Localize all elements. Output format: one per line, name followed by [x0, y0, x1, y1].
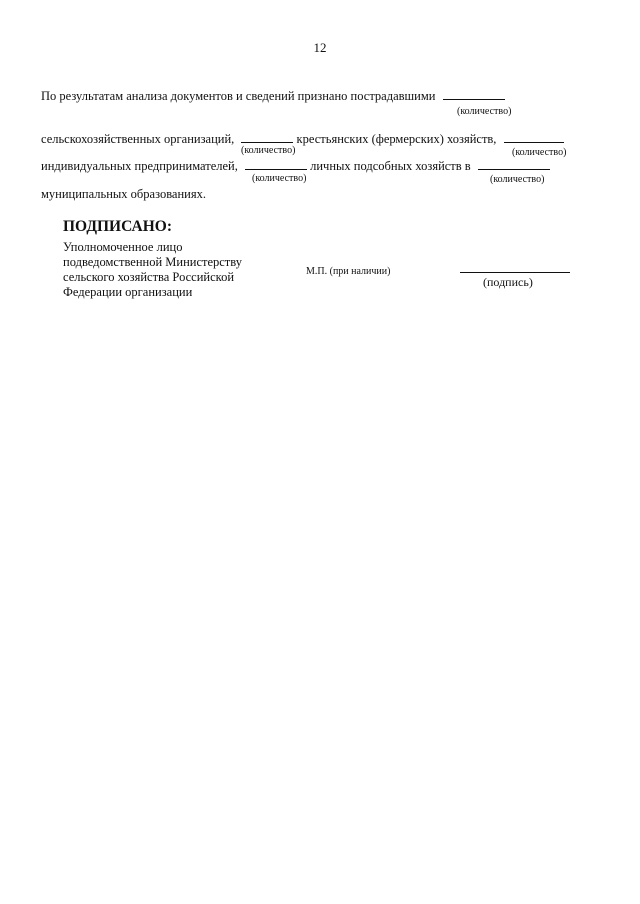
- entrepreneurs-label: индивидуальных предпринимателей,: [41, 159, 238, 173]
- paragraph-line-3: [41, 159, 550, 174]
- households-label: личных подсобных хозяйств в: [310, 159, 471, 173]
- victims-total-caption: (количество): [457, 106, 512, 117]
- municipalities-caption: (количество): [490, 174, 545, 185]
- signer-line: Федерации организации: [63, 285, 193, 299]
- signer-description: [63, 240, 242, 300]
- line1-text: По результатам анализа документов и сведений признано пострадавшими: [41, 89, 436, 103]
- seal-note: М.П. (при наличии): [306, 266, 391, 277]
- line4-text: муниципальных образованиях.: [41, 187, 206, 201]
- municipalities-blank: [478, 159, 550, 170]
- farms-label: крестьянских (фермерских) хозяйств,: [296, 132, 497, 146]
- paragraph-line-2: [41, 132, 564, 147]
- entrepreneurs-blank: [245, 159, 307, 170]
- page-number: 12: [313, 40, 327, 55]
- entrepreneurs-caption: (количество): [252, 173, 307, 184]
- paragraph-line-4: [41, 187, 206, 202]
- signer-line: сельского хозяйства Российской: [63, 270, 235, 284]
- signature-caption: (подпись): [483, 275, 533, 289]
- victims-total-blank: [443, 89, 505, 100]
- agri-orgs-label: сельскохозяйственных организаций,: [41, 132, 235, 146]
- signed-heading: ПОДПИСАНО:: [63, 218, 173, 235]
- agri-orgs-caption: (количество): [241, 145, 296, 156]
- paragraph-line-1: [41, 89, 505, 104]
- signature-line: [460, 272, 570, 273]
- farms-caption: (количество): [512, 147, 567, 158]
- agri-orgs-blank: [241, 132, 293, 143]
- signer-line: Уполномоченное лицо: [63, 240, 183, 254]
- farms-blank: [504, 132, 564, 143]
- signer-line: подведомственной Министерству: [63, 255, 242, 269]
